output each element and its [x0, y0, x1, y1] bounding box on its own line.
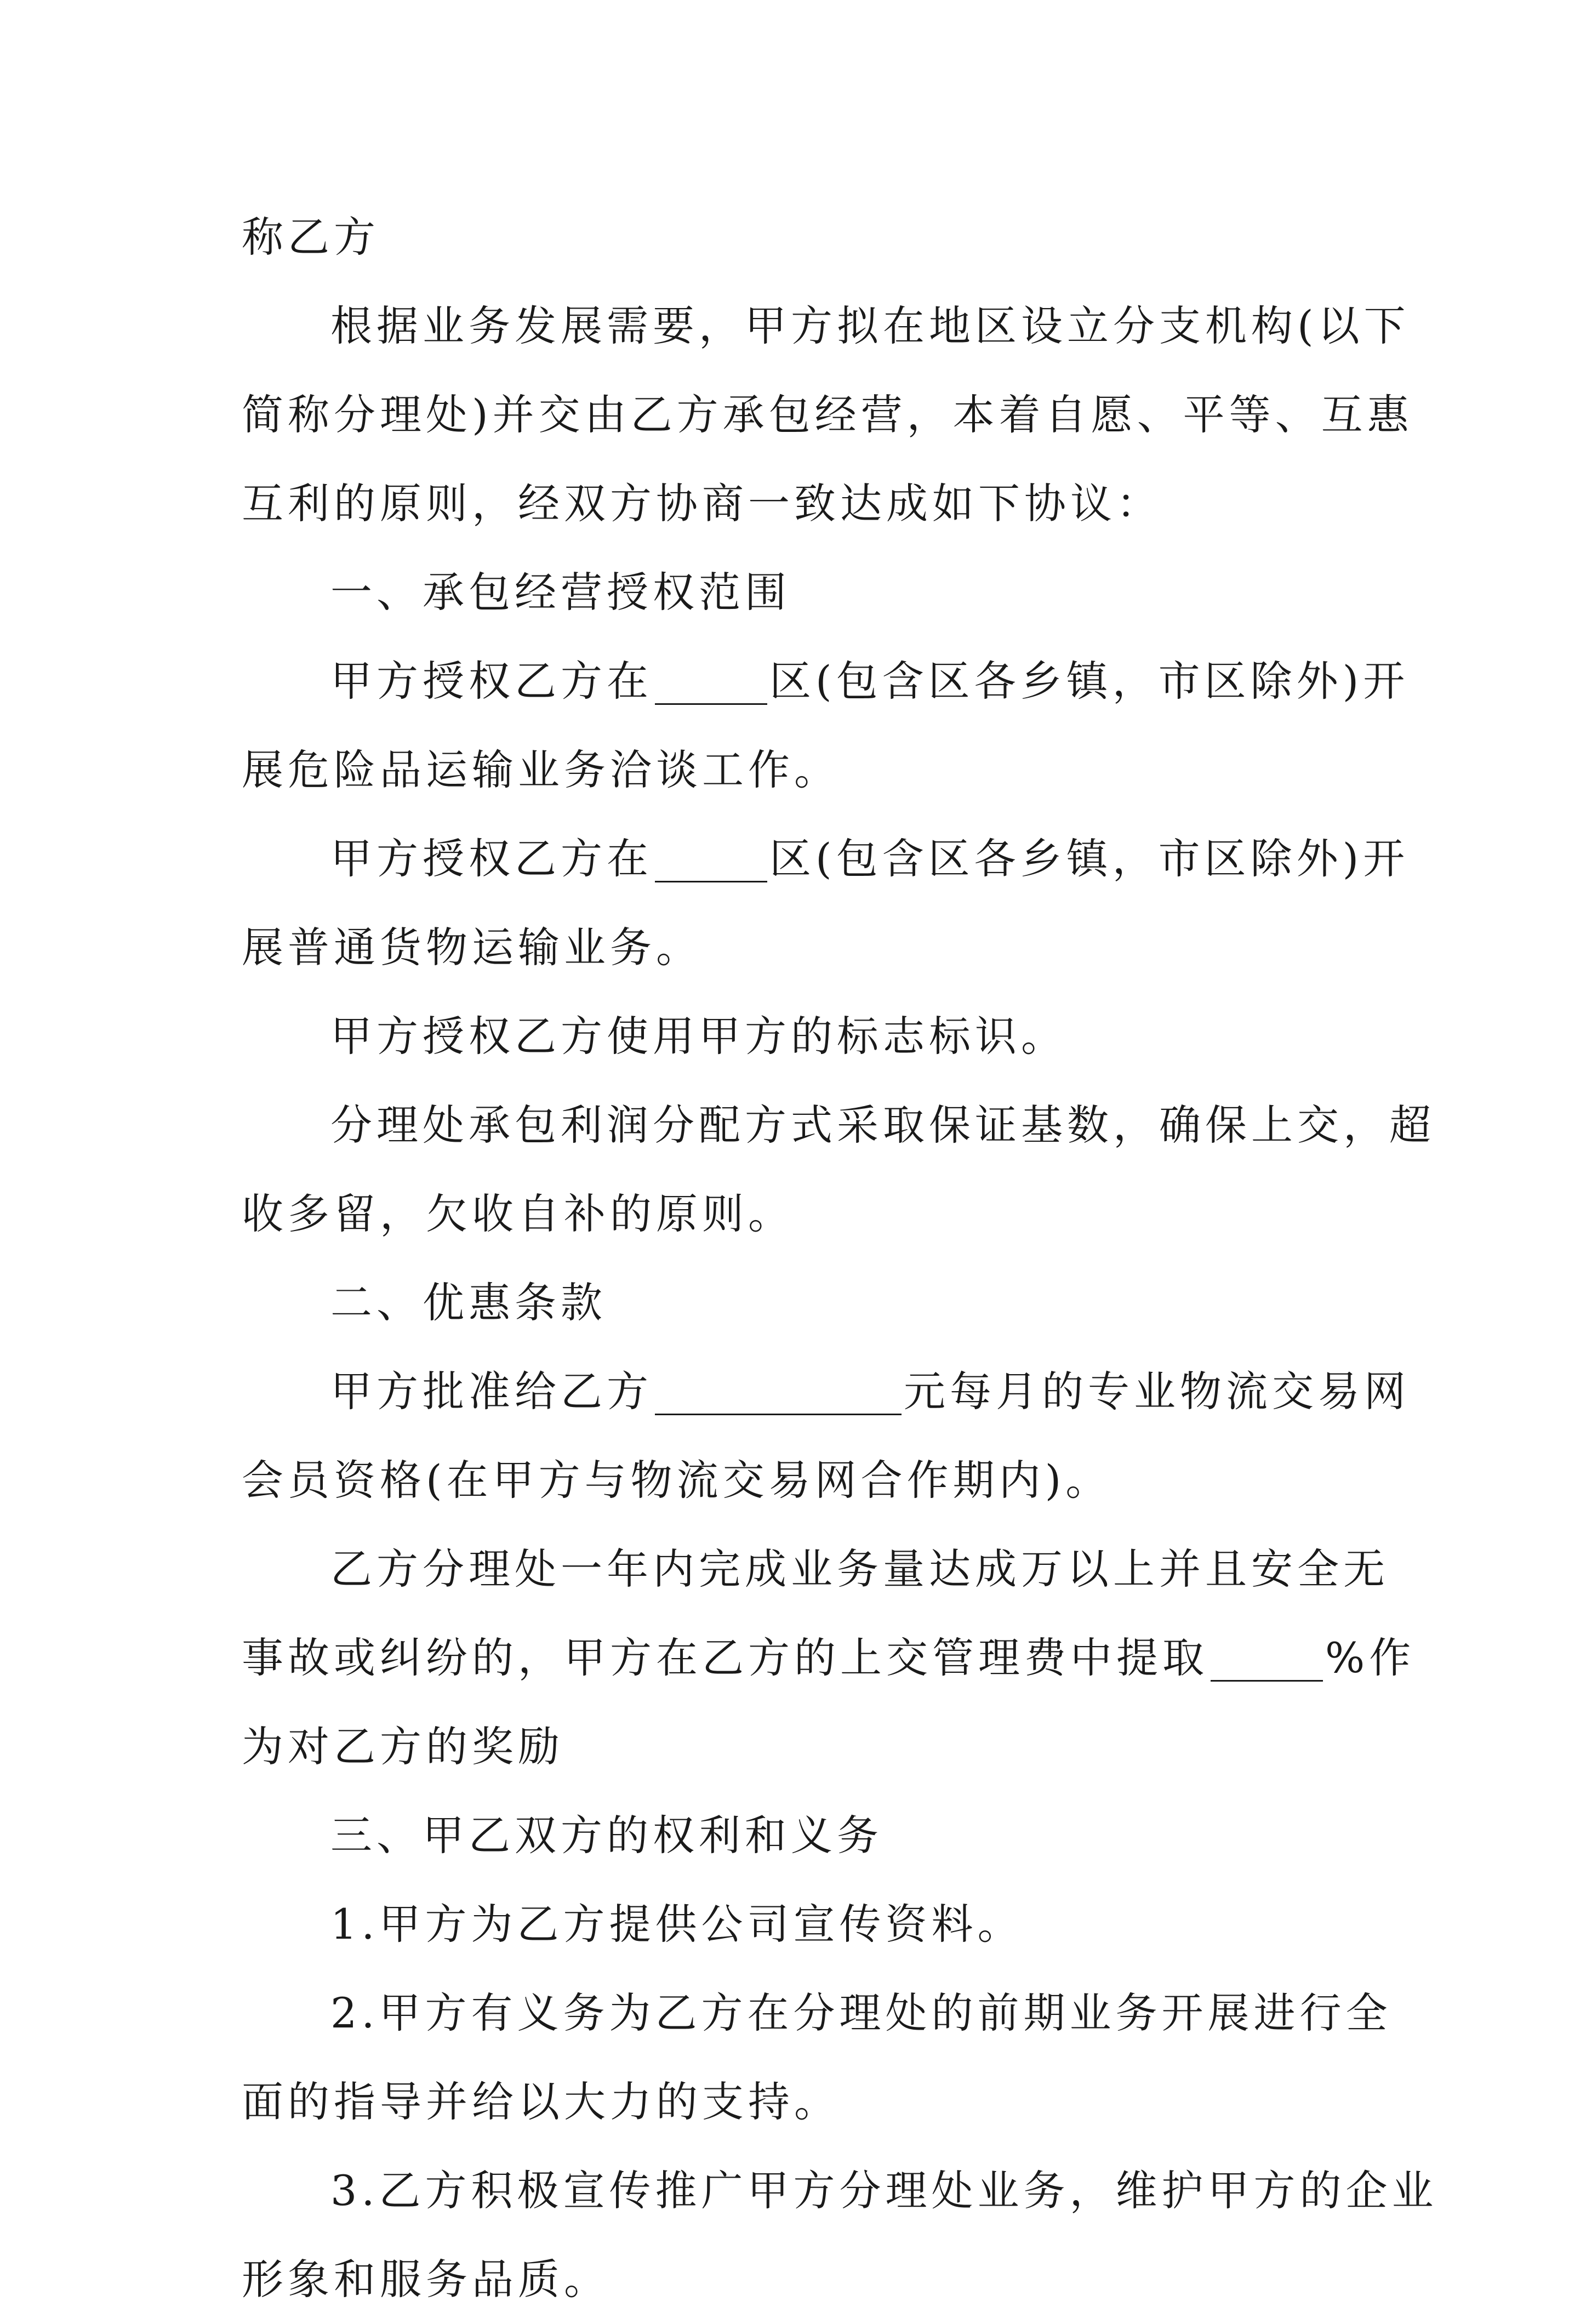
text-segment: 元每月的专业物流交易网	[904, 1367, 1410, 1416]
text-segment: 区(包含区各乡镇，市区除外)开	[769, 834, 1410, 883]
text-line: 2.甲方有义务为乙方在分理处的前期业务开展进行全	[330, 1989, 1392, 2037]
text-segment: 甲方批准给乙方	[330, 1367, 653, 1416]
text-line: 1.甲方为乙方提供公司宣传资料。	[330, 1900, 1024, 1949]
text-line	[242, 637, 1410, 726]
text-line: 简称分理处)并交由乙方承包经营，本着自愿、平等、互惠	[242, 390, 1413, 439]
text-line: 形象和服务品质。	[242, 2255, 610, 2304]
text-segment: 事故或纠纷的，甲方在乙方的上交管理费中提取	[242, 1633, 1208, 1682]
text-line: 展普通货物运输业务。	[242, 923, 702, 972]
fill-in-blank	[655, 665, 767, 705]
text-line: 甲方授权乙方使用甲方的标志标识。	[330, 1012, 1067, 1061]
text-line: 根据业务发展需要，甲方拟在地区设立分支机构(以下	[330, 301, 1410, 350]
text-line: 3.乙方积极宣传推广甲方分理处业务，维护甲方的企业	[330, 2166, 1438, 2215]
text-segment: 区(包含区各乡镇，市区除外)开	[769, 657, 1410, 705]
fill-in-blank	[655, 842, 767, 882]
fill-in-blank	[655, 1375, 902, 1415]
text-segment: %作	[1325, 1633, 1416, 1682]
text-segment: 甲方授权乙方在	[330, 834, 653, 883]
text-line: 收多留，欠收自补的原则。	[242, 1189, 794, 1238]
text-line: 分理处承包利润分配方式采取保证基数，确保上交，超	[330, 1101, 1435, 1149]
section-heading: 三、甲乙双方的权利和义务	[330, 1811, 883, 1860]
text-line	[242, 1347, 1410, 1436]
text-line: 互利的原则，经双方协商一致达成如下协议：	[242, 479, 1162, 528]
text-line: 乙方分理处一年内完成业务量达成万以上并且安全无	[330, 1545, 1389, 1593]
fill-in-blank	[1211, 1642, 1323, 1682]
section-heading: 一、承包经营授权范围	[330, 568, 791, 617]
text-line	[242, 1614, 1416, 1702]
text-line: 称乙方	[242, 213, 380, 261]
text-line: 为对乙方的奖励	[242, 1722, 564, 1771]
text-line: 面的指导并给以大力的支持。	[242, 2077, 840, 2126]
contract-body	[242, 193, 1438, 2324]
section-heading: 二、优惠条款	[330, 1278, 607, 1327]
text-line: 会员资格(在甲方与物流交易网合作期内)。	[242, 1456, 1112, 1505]
text-segment: 甲方授权乙方在	[330, 657, 653, 705]
text-line: 展危险品运输业务洽谈工作。	[242, 745, 840, 794]
text-line	[242, 814, 1410, 903]
